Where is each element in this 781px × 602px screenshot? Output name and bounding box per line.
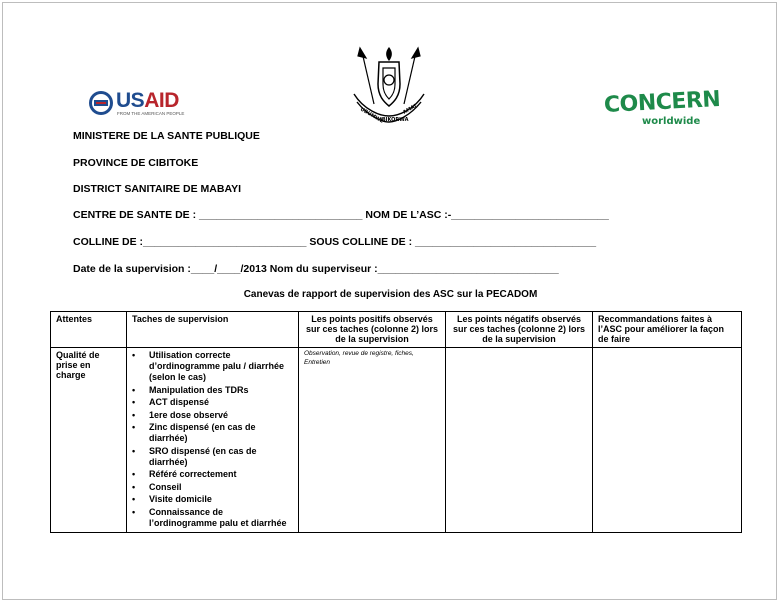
cell-recommandations[interactable] [593, 348, 742, 533]
cell-points-negatifs[interactable] [446, 348, 593, 533]
usaid-wordmark [116, 89, 179, 113]
province-line: PROVINCE DE CIBITOKE [73, 157, 199, 169]
task-item: • Manipulation des TDRs [132, 385, 293, 396]
task-item: • Conseil [132, 482, 293, 493]
cell-points-positifs[interactable] [299, 348, 446, 533]
task-item: • Utilisation correcte d’ordinogramme palu / diarrhée (selon le cas) [132, 350, 293, 383]
concern-logo [603, 86, 721, 130]
task-item: • Connaissance de l’ordinogramme palu et diarrhée [132, 507, 293, 529]
district-line: DISTRICT SANITAIRE DE MABAYI [73, 183, 242, 195]
svg-text:IBIKORWA: IBIKORWA [380, 117, 409, 123]
task-item: • Référé correctement [132, 469, 293, 480]
usaid-aid: AID [144, 89, 179, 112]
usaid-seal-icon [88, 90, 114, 116]
date-supervision-line: Date de la supervision :____/____/2013 Nom du superviseur :_______________________________ [73, 263, 559, 275]
header-points-positifs: Les points positifs observés sur ces taches (colonne 2) lors de la supervision [299, 312, 446, 348]
task-item: • Visite domicile [132, 494, 293, 505]
table-caption: Canevas de rapport de supervision des ASC sur la PECADOM [243, 289, 538, 300]
table-row [51, 348, 742, 533]
task-item: • 1ere dose observé [132, 410, 293, 421]
header-recommandations: Recommandations faites à l’ASC pour améliorer la façon de faire [593, 312, 742, 348]
usaid-logo [88, 88, 188, 120]
header-taches: Taches de supervision [127, 312, 299, 348]
cell-attente[interactable]: Qualité de prise en charge [51, 348, 127, 533]
concern-wordmark: CONCERN [603, 86, 721, 119]
svg-text:UBUMWE: UBUMWE [359, 106, 385, 125]
task-item: • SRO dispensé (en cas de diarrhée) [132, 446, 293, 468]
concern-subtitle: worldwide [642, 116, 701, 127]
task-item: • ACT dispensé [132, 397, 293, 408]
header-attentes: Attentes [51, 312, 127, 348]
task-item: • Zinc dispensé (en cas de diarrhée) [132, 422, 293, 444]
usaid-tagline: FROM THE AMERICAN PEOPLE [117, 111, 185, 116]
header-points-negatifs: Les points négatifs observés sur ces taches (colonne 2) lors de la supervision [446, 312, 593, 348]
positive-observation-note: Observation, revue de registre, fiches, Entretien [304, 350, 414, 366]
ministry-line: MINISTERE DE LA SANTE PUBLIQUE [73, 130, 260, 142]
usaid-us: US [116, 89, 145, 112]
colline-line: COLLINE DE :____________________________ SOUS COLLINE DE : _______________________________ [73, 236, 597, 248]
table-header-row [51, 312, 742, 348]
svg-text:AMAJ.: AMAJ. [402, 102, 420, 116]
task-list [132, 350, 293, 529]
centre-de-sante-line: CENTRE DE SANTE DE : ____________________________ NOM DE L’ASC :-___________________________ [73, 209, 609, 221]
coat-of-arms-icon [344, 44, 434, 130]
cell-taches[interactable] [127, 348, 299, 533]
supervision-table [50, 311, 742, 533]
